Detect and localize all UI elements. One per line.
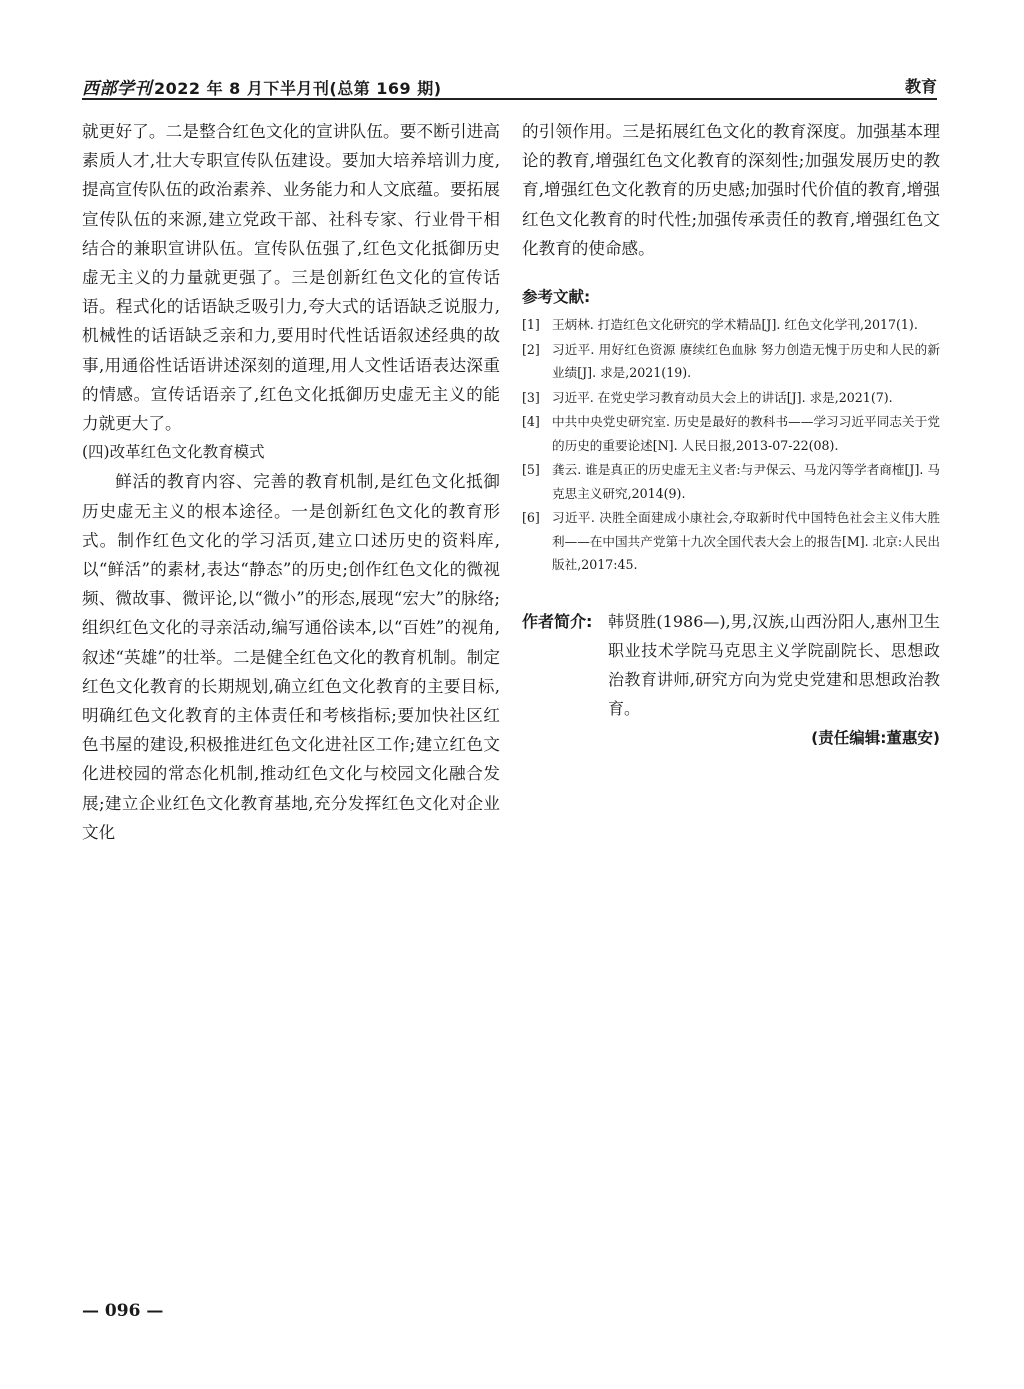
section-name: 教育 bbox=[904, 77, 937, 96]
reference-item bbox=[522, 386, 940, 410]
references-list bbox=[522, 313, 940, 577]
journal-title bbox=[82, 74, 442, 99]
body-paragraph: 的引领作用。三是拓展红色文化的教育深度。加强基本理论的教育,增强红色文化教育的深刻性;加强发展历史的教育,增强红色文化教育的历史感;加强时代价值的教育,增强红色文化教育的时代性;加强传承责任的教育,增强红色文化教育的使命感。 bbox=[522, 122, 940, 258]
body-paragraph: 就更好了。二是整合红色文化的宣讲队伍。要不断引进高素质人才,壮大专职宣传队伍建设。要加大培养培训力度,提高宣传队伍的政治素养、业务能力和人文底蕴。要拓展宣传队伍的来源,建立党政干部、社科专家、行业骨干相结合的兼职宣讲队伍。宣传队伍强了,红色文化抵御历史虚无主义的力量就更强了。三是创新红色文化的宣传话语。程式化的话语缺乏吸引力,夸大式的话语缺乏说服力,机械性的话语缺乏亲和力,要用时代性话语叙述经典的故事,用通俗性话语讲述深刻的道理,用人文性话语表达深重的情感。宣传话语亲了,红色文化抵御历史虚无主义的能力就更大了。 bbox=[82, 122, 500, 434]
reference-item bbox=[522, 506, 940, 577]
reference-number: [4] bbox=[522, 414, 540, 430]
reference-item bbox=[522, 410, 940, 457]
journal-logo: 西部学刊 bbox=[82, 79, 152, 99]
reference-number: [1] bbox=[522, 317, 540, 333]
reference-item bbox=[522, 458, 940, 505]
reference-number: [6] bbox=[522, 510, 540, 526]
author-bio bbox=[522, 607, 940, 723]
reference-text: 龚云. 谁是真正的历史虚无主义者:与尹保云、马龙闪等学者商榷[J]. 马克思主义研究,2014(9). bbox=[552, 462, 940, 501]
reference-text: 习近平. 用好红色资源 赓续红色血脉 努力创造无愧于历史和人民的新业绩[J]. 求是,2021(19). bbox=[552, 341, 940, 381]
reference-text: 王炳林. 打造红色文化研究的学术精品[J]. 红色文化学刊,2017(1). bbox=[552, 317, 918, 333]
reference-item bbox=[522, 313, 940, 337]
left-column bbox=[82, 117, 500, 847]
author-bio-text: 韩贤胜(1986—),男,汉族,山西汾阳人,惠州卫生职业技术学院马克思主义学院副院长、思想政治教育讲师,研究方向为党史党建和思想政治教育。 bbox=[608, 611, 940, 718]
running-header bbox=[82, 72, 937, 100]
reference-text: 习近平. 在党史学习教育动员大会上的讲话[J]. 求是,2021(7). bbox=[552, 389, 893, 405]
author-bio-label: 作者简介: bbox=[522, 611, 593, 631]
section-subheading: (四)改革红色文化教育模式 bbox=[82, 443, 265, 462]
responsible-editor: (责任编辑:董惠安) bbox=[811, 728, 940, 747]
right-column bbox=[522, 117, 940, 751]
body-paragraph: 鲜活的教育内容、完善的教育机制,是红色文化抵御历史虚无主义的根本途径。一是创新红色文化的教育形式。制作红色文化的学习活页,建立口述历史的资料库,以“鲜活”的素材,表达“静态”的历史;创作红色文化的微视频、微故事、微评论,以“微小”的形态,展现“宏大”的脉络;组织红色文化的寻亲活动,编写通俗读本,以“百姓”的视角,叙述“英雄”的壮举。二是健全红色文化的教育机制。制定红色文化教育的长期规划,确立红色文化教育的主要目标,明确红色文化教育的主体责任和考核指标;要加快社区红色书屋的建设,积极推进红色文化进社区工作;建立红色文化进校园的常态化机制,推动红色文化与校园文化融合发展;建立企业红色文化教育基地,充分发挥红色文化对企业文化 bbox=[82, 472, 500, 842]
page-number: — 096 — bbox=[82, 1301, 164, 1321]
reference-text: 习近平. 决胜全面建成小康社会,夺取新时代中国特色社会主义伟大胜利——在中国共产党第十九次全国代表大会上的报告[M]. 北京:人民出版社,2017:45. bbox=[552, 510, 940, 573]
reference-item bbox=[522, 338, 940, 385]
reference-number: [2] bbox=[522, 341, 540, 357]
reference-number: [3] bbox=[522, 389, 540, 405]
references-title: 参考文献: bbox=[522, 288, 591, 307]
reference-text: 中共中央党史研究室. 历史是最好的教科书——学习习近平同志关于党的历史的重要论述[N]. 人民日报,2013-07-22(08). bbox=[552, 414, 940, 453]
journal-issue: 2022 年 8 月下半月刊(总第 169 期) bbox=[154, 79, 442, 98]
reference-number: [5] bbox=[522, 462, 540, 478]
